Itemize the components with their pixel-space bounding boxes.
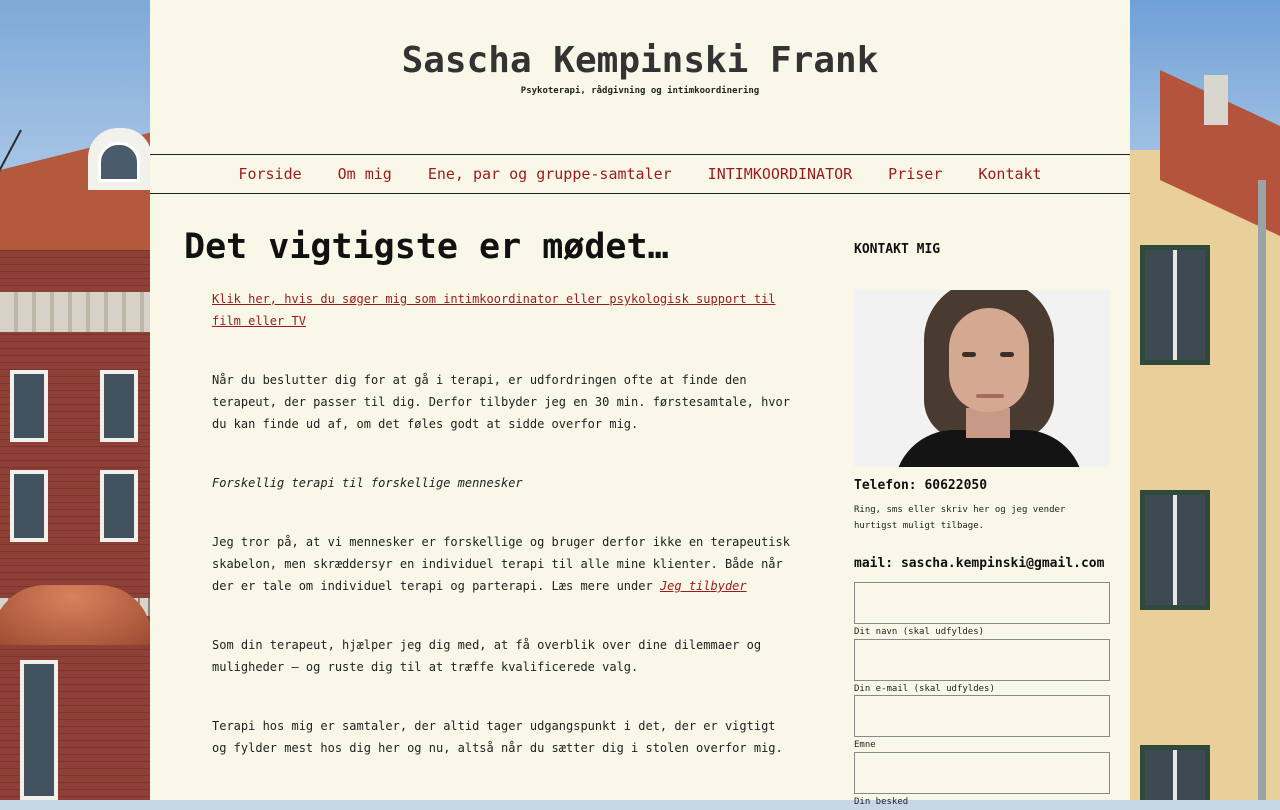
main-content <box>184 222 804 796</box>
site-title[interactable]: Sascha Kempinski Frank <box>401 40 879 81</box>
portrait-photo <box>854 290 1110 467</box>
phone-note: Ring, sms eller skriv her og jeg vender hurtigst muligt tilbage. <box>854 505 1066 531</box>
background-photo-right <box>1130 0 1280 800</box>
main-navigation <box>150 154 1130 194</box>
site-tagline: Psykoterapi, rådgivning og intimkoordinering <box>520 86 760 96</box>
paragraph-therapist-role: Som din terapeut, hjælper jeg dig med, at få overblik over dine dilemmaer og muligheder – og ruste dig til at træffe kvalificerede valg. <box>212 638 762 674</box>
message-label: Din besked <box>854 797 909 807</box>
email-input[interactable] <box>854 639 1110 681</box>
nav-item-samtaler[interactable]: Ene, par og gruppe-samtaler <box>427 165 672 183</box>
contact-form-email <box>854 639 1110 697</box>
subject-input[interactable] <box>854 695 1110 737</box>
paragraph-subheading: Forskellig terapi til forskellige mennesker <box>212 476 523 490</box>
sidebar-heading: KONTAKT MIG <box>854 242 941 257</box>
page-container <box>150 0 1130 807</box>
page-heading: Det vigtigste er mødet… <box>184 227 669 267</box>
nav-item-forside[interactable]: Forside <box>238 165 302 183</box>
name-label: Dit navn (skal udfyldes) <box>854 627 985 637</box>
contact-sidebar <box>854 242 1110 807</box>
background-photo-left <box>0 0 150 800</box>
jeg-tilbyder-link[interactable]: Jeg tilbyder <box>659 579 747 593</box>
phone-number[interactable]: Telefon: 60622050 <box>854 478 988 493</box>
subject-label: Emne <box>854 740 876 750</box>
email-label: Din e-mail (skal udfyldes) <box>854 684 995 694</box>
name-input[interactable] <box>854 582 1110 624</box>
email-address[interactable]: mail: sascha.kempinski@gmail.com <box>854 556 1105 571</box>
paragraph-conversations: Terapi hos mig er samtaler, der altid tager udgangspunkt i det, der er vigtigt og fylder mest hos dig her og nu, altså når du sætter dig i stolen overfor mig. <box>212 719 783 755</box>
street-lamp-graphic <box>0 585 150 645</box>
nav-item-om-mig[interactable]: Om mig <box>337 165 392 183</box>
nav-item-kontakt[interactable]: Kontakt <box>978 165 1042 183</box>
nav-item-priser[interactable]: Priser <box>888 165 943 183</box>
contact-form-message <box>854 752 1110 810</box>
nav-item-intimkoordinator[interactable]: INTIMKOORDINATOR <box>707 165 853 183</box>
contact-form-subject <box>854 695 1110 753</box>
paragraph-first-session: Når du beslutter dig for at gå i terapi, er udfordringen ofte at finde den terapeut, der passer til dig. Derfor tilbyder jeg en 30 min. førstesamtale, hvor du kan finde ud af, om det føles godt at sidde overfor mig. <box>212 373 790 431</box>
message-input[interactable] <box>854 752 1110 794</box>
contact-form-name <box>854 582 1110 640</box>
intimkoordinator-link[interactable]: Klik her, hvis du søger mig som intimkoordinator eller psykologisk support til film eller TV <box>212 292 776 328</box>
paragraph-individual-therapy: Jeg tror på, at vi mennesker er forskellige og bruger derfor ikke en terapeutisk skabelon, men skræddersyr en individuel terapi til alle mine klienter. Både når der er tale om individuel terapi og parterapi. Læs mere under Jeg tilbyder <box>212 535 790 593</box>
